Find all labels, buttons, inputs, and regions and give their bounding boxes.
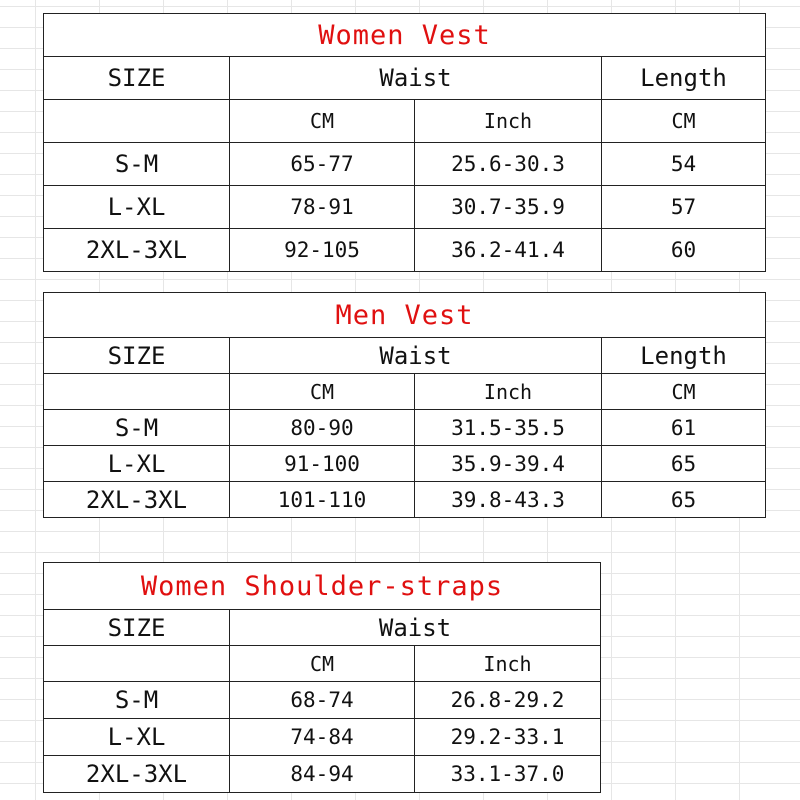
waist-inch-cell: 35.9-39.4 (415, 446, 602, 482)
waist-cm-cell: 68-74 (230, 682, 415, 719)
size-table-men-vest (43, 292, 766, 518)
table-row (44, 482, 766, 518)
table-row (44, 682, 601, 719)
length-cm-unit: CM (602, 374, 766, 410)
size-header: SIZE (44, 57, 230, 100)
length-cell: 60 (602, 229, 766, 272)
waist-inch-cell: 39.8-43.3 (415, 482, 602, 518)
waist-inch-cell: 29.2-33.1 (415, 719, 601, 756)
waist-header: Waist (230, 57, 602, 100)
size-cell: L-XL (44, 186, 230, 229)
table-title: Men Vest (44, 293, 766, 338)
waist-inch-cell: 25.6-30.3 (415, 143, 602, 186)
length-cell: 57 (602, 186, 766, 229)
size-table-women-vest (43, 13, 766, 272)
length-cell: 54 (602, 143, 766, 186)
waist-inch-cell: 31.5-35.5 (415, 410, 602, 446)
waist-inch-cell: 36.2-41.4 (415, 229, 602, 272)
table-row (44, 756, 601, 793)
size-cell: L-XL (44, 719, 230, 756)
cm-unit: CM (230, 374, 415, 410)
waist-cm-cell: 84-94 (230, 756, 415, 793)
waist-cm-cell: 78-91 (230, 186, 415, 229)
size-table-women-shoulder-straps (43, 562, 601, 793)
size-header: SIZE (44, 610, 230, 646)
table-row (44, 410, 766, 446)
empty-cell (44, 646, 230, 682)
size-cell: S-M (44, 410, 230, 446)
waist-inch-cell: 26.8-29.2 (415, 682, 601, 719)
table-row (44, 446, 766, 482)
table-title: Women Shoulder-straps (44, 563, 601, 610)
cm-unit: CM (230, 100, 415, 143)
length-header: Length (602, 338, 766, 374)
waist-header: Waist (230, 338, 602, 374)
size-cell: 2XL-3XL (44, 229, 230, 272)
empty-cell (44, 374, 230, 410)
waist-inch-cell: 30.7-35.9 (415, 186, 602, 229)
empty-cell (44, 100, 230, 143)
table-row (44, 229, 766, 272)
length-cell: 65 (602, 446, 766, 482)
inch-unit: Inch (415, 374, 602, 410)
inch-unit: Inch (415, 646, 601, 682)
size-cell: 2XL-3XL (44, 756, 230, 793)
table-row (44, 719, 601, 756)
waist-cm-cell: 101-110 (230, 482, 415, 518)
length-header: Length (602, 57, 766, 100)
size-cell: 2XL-3XL (44, 482, 230, 518)
length-cell: 61 (602, 410, 766, 446)
inch-unit: Inch (415, 100, 602, 143)
table-title: Women Vest (44, 14, 766, 57)
table-row (44, 143, 766, 186)
size-cell: S-M (44, 682, 230, 719)
size-header: SIZE (44, 338, 230, 374)
waist-header: Waist (230, 610, 601, 646)
size-cell: S-M (44, 143, 230, 186)
table-row (44, 186, 766, 229)
waist-cm-cell: 80-90 (230, 410, 415, 446)
cm-unit: CM (230, 646, 415, 682)
waist-cm-cell: 74-84 (230, 719, 415, 756)
waist-cm-cell: 92-105 (230, 229, 415, 272)
waist-cm-cell: 91-100 (230, 446, 415, 482)
waist-cm-cell: 65-77 (230, 143, 415, 186)
length-cell: 65 (602, 482, 766, 518)
waist-inch-cell: 33.1-37.0 (415, 756, 601, 793)
length-cm-unit: CM (602, 100, 766, 143)
size-cell: L-XL (44, 446, 230, 482)
